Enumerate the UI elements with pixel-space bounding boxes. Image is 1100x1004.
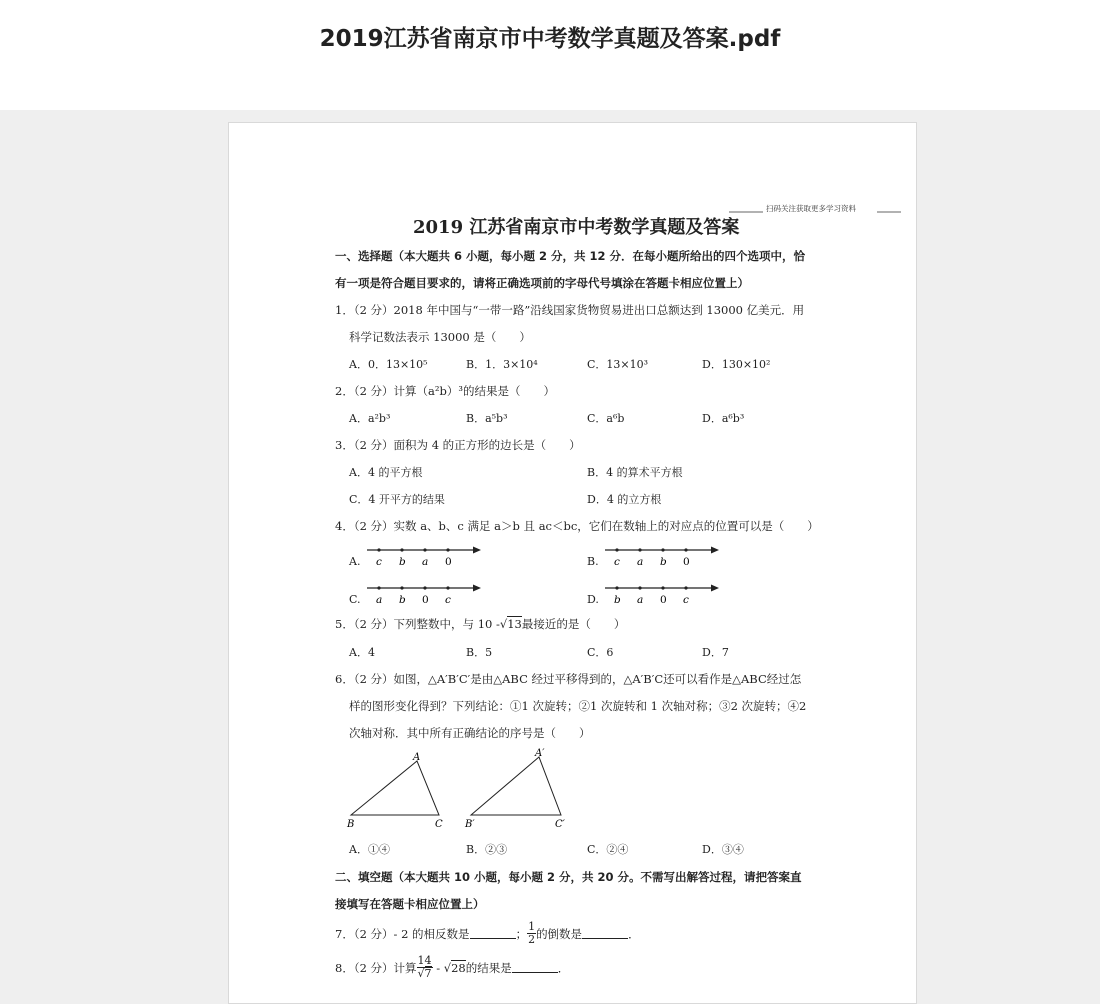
q8-prefix: 8．（2 分）计算 (335, 960, 417, 975)
section1-line1: 一、选择题（本大题共 6 小题，每小题 2 分，共 12 分．在每小题所给出的四个选项中，恰 (335, 249, 806, 263)
triangle-abc-prime (471, 757, 561, 815)
label-c-prime: C′ (555, 819, 565, 830)
q5-option-d: D．7 (702, 646, 729, 659)
q5-radicand: 13 (507, 617, 522, 631)
q3-option-d: D．4 的立方根 (587, 493, 662, 506)
q8-suffix: 的结果是 (465, 960, 512, 975)
section1-line2: 有一项是符合题目要求的，请将正确选项前的字母代号填涂在答题卡相应位置上） (335, 276, 749, 290)
q7-separator: ； (515, 926, 528, 941)
q4-number-line (365, 541, 505, 571)
tick-label: a (637, 594, 644, 606)
tick-label: b (614, 594, 621, 606)
q1-option-a: A．0．13×10⁵ (349, 358, 428, 371)
tick-mark (661, 586, 664, 589)
tick-label: b (399, 594, 406, 606)
q7-fraction (527, 921, 536, 946)
q1-line1: 1．（2 分）2018 年中国与“一带一路”沿线国家货物贸易进出口总额达到 13000 亿美元．用 (335, 303, 805, 317)
tick-label: c (376, 556, 382, 568)
tick-mark (684, 548, 687, 551)
q5-option-c: C．6 (587, 646, 614, 659)
tick-mark (446, 586, 449, 589)
q1-line2: 科学记数法表示 13000 是（ ） (349, 330, 531, 344)
q4-option-letter: D. (587, 593, 599, 606)
q7-blank-2[interactable] (582, 928, 628, 939)
q3-text: 3．（2 分）面积为 4 的正方形的边长是（ ） (335, 438, 581, 452)
tick-label: c (445, 594, 451, 606)
q6-triangle-figure (341, 747, 581, 837)
q2-option-d: D．a⁶b³ (702, 412, 745, 425)
q5-suffix: 最接近的是（ ） (521, 617, 626, 631)
q3-option-b: B．4 的算术平方根 (587, 466, 683, 479)
q8-text (335, 955, 569, 980)
tick-label: a (422, 556, 429, 568)
tick-mark (446, 548, 449, 551)
q2-option-c: C．a⁶b (587, 412, 625, 425)
tick-mark (423, 586, 426, 589)
q4-text: 4．（2 分）实数 a、b、c 满足 a＞b 且 ac＜bc，它们在数轴上的对应点的位置可以是（ ） (335, 519, 819, 533)
tick-label: a (637, 556, 644, 568)
q1-option-d: D．130×10² (702, 358, 771, 371)
arrow-icon (473, 547, 481, 554)
label-c: C (435, 819, 443, 830)
q1-option-b: B．1．3×10⁴ (466, 358, 538, 371)
tick-label: 0 (660, 594, 667, 606)
q6-line3: 次轴对称．其中所有正确结论的序号是（ ） (349, 726, 591, 740)
q5-option-a: A．4 (349, 646, 375, 659)
q8-radicand: 28 (451, 961, 466, 975)
q6-option-d: D．③④ (702, 843, 744, 856)
q8-frac-num: 14 (417, 954, 432, 967)
q7-blank-1[interactable] (470, 928, 516, 939)
q7-text (335, 921, 640, 946)
tick-label: b (399, 556, 406, 568)
file-title: 2019江苏省南京市中考数学真题及答案.pdf (319, 26, 781, 52)
tick-mark (377, 548, 380, 551)
q5-prefix: 5．（2 分）下列整数中，与 10 - (335, 617, 500, 631)
section2-line2: 接填写在答题卡相应位置上） (335, 897, 485, 911)
q4-option-letter: C. (349, 593, 361, 606)
q5-text (335, 616, 625, 632)
tick-mark (400, 586, 403, 589)
pdf-page[interactable] (228, 122, 917, 1004)
tick-label: 0 (445, 556, 452, 568)
label-a-prime: A′ (535, 748, 545, 759)
arrow-icon (473, 585, 481, 592)
q1-option-c: C．13×10³ (587, 358, 649, 371)
tick-label: a (376, 594, 383, 606)
label-b-prime: B′ (465, 819, 475, 830)
document-title: 2019 江苏省南京市中考数学真题及答案 (413, 217, 740, 238)
tick-mark (377, 586, 380, 589)
section2-line1: 二、填空题（本大题共 10 小题，每小题 2 分，共 20 分。不需写出解答过程，请把答案直 (335, 870, 802, 884)
label-a: A (413, 752, 421, 763)
sqrt-symbol: √ (417, 967, 425, 980)
q6-line1: 6．（2 分）如图，△A′B′C′是由△ABC 经过平移得到的，△A′B′C还可以看作是△ABC经过怎 (335, 672, 802, 686)
sqrt-symbol: √ (443, 960, 452, 975)
arrow-icon (711, 585, 719, 592)
label-b: B (347, 819, 355, 830)
scan-note: 扫码关注获取更多学习资料 (766, 204, 856, 213)
tick-label: 0 (422, 594, 429, 606)
tick-mark (400, 548, 403, 551)
viewer-header (0, 0, 1100, 110)
q7-prefix: 7．（2 分）- 2 的相反数是 (335, 926, 470, 941)
q5-option-b: B．5 (466, 646, 493, 659)
q4-number-line (603, 579, 743, 609)
q6-option-a: A．①④ (349, 843, 390, 856)
q4-option-letter: B. (587, 555, 599, 568)
tick-mark (615, 548, 618, 551)
q7-frac-den: 2 (528, 933, 536, 946)
sqrt-symbol: √ (499, 617, 508, 631)
q6-option-c: C．②④ (587, 843, 629, 856)
q7-end: ． (628, 926, 640, 941)
tick-mark (638, 548, 641, 551)
q4-option-letter: A. (349, 555, 361, 568)
q3-option-a: A．4 的平方根 (349, 466, 423, 479)
q2-option-a: A．a²b³ (349, 412, 391, 425)
arrow-icon (711, 547, 719, 554)
tick-mark (615, 586, 618, 589)
q7-mid: 的倒数是 (536, 926, 583, 941)
tick-label: 0 (683, 556, 690, 568)
q3-option-c: C．4 开平方的结果 (349, 493, 445, 506)
q6-line2: 样的图形变化得到？下列结论：①1 次旋转；②1 次旋转和 1 次轴对称；③2 次旋转；④2 (349, 699, 807, 713)
q7-frac-num: 1 (528, 920, 536, 933)
tick-label: c (614, 556, 620, 568)
q6-option-b: B．②③ (466, 843, 508, 856)
q8-blank[interactable] (512, 962, 558, 973)
q8-frac-den-radicand: 7 (424, 967, 432, 980)
tick-mark (423, 548, 426, 551)
q8-fraction (417, 955, 433, 980)
tick-mark (661, 548, 664, 551)
tick-label: b (660, 556, 667, 568)
q2-text: 2．（2 分）计算（a²b）³的结果是（ ） (335, 384, 555, 398)
q2-option-b: B．a⁵b³ (466, 412, 508, 425)
q4-number-line (603, 541, 743, 571)
q8-frac-den (418, 968, 432, 980)
q4-number-line (365, 579, 505, 609)
tick-label: c (683, 594, 689, 606)
q8-minus: - (432, 960, 444, 975)
q8-end: ． (557, 960, 570, 975)
tick-mark (638, 586, 641, 589)
triangle-abc (351, 761, 439, 815)
tick-mark (684, 586, 687, 589)
